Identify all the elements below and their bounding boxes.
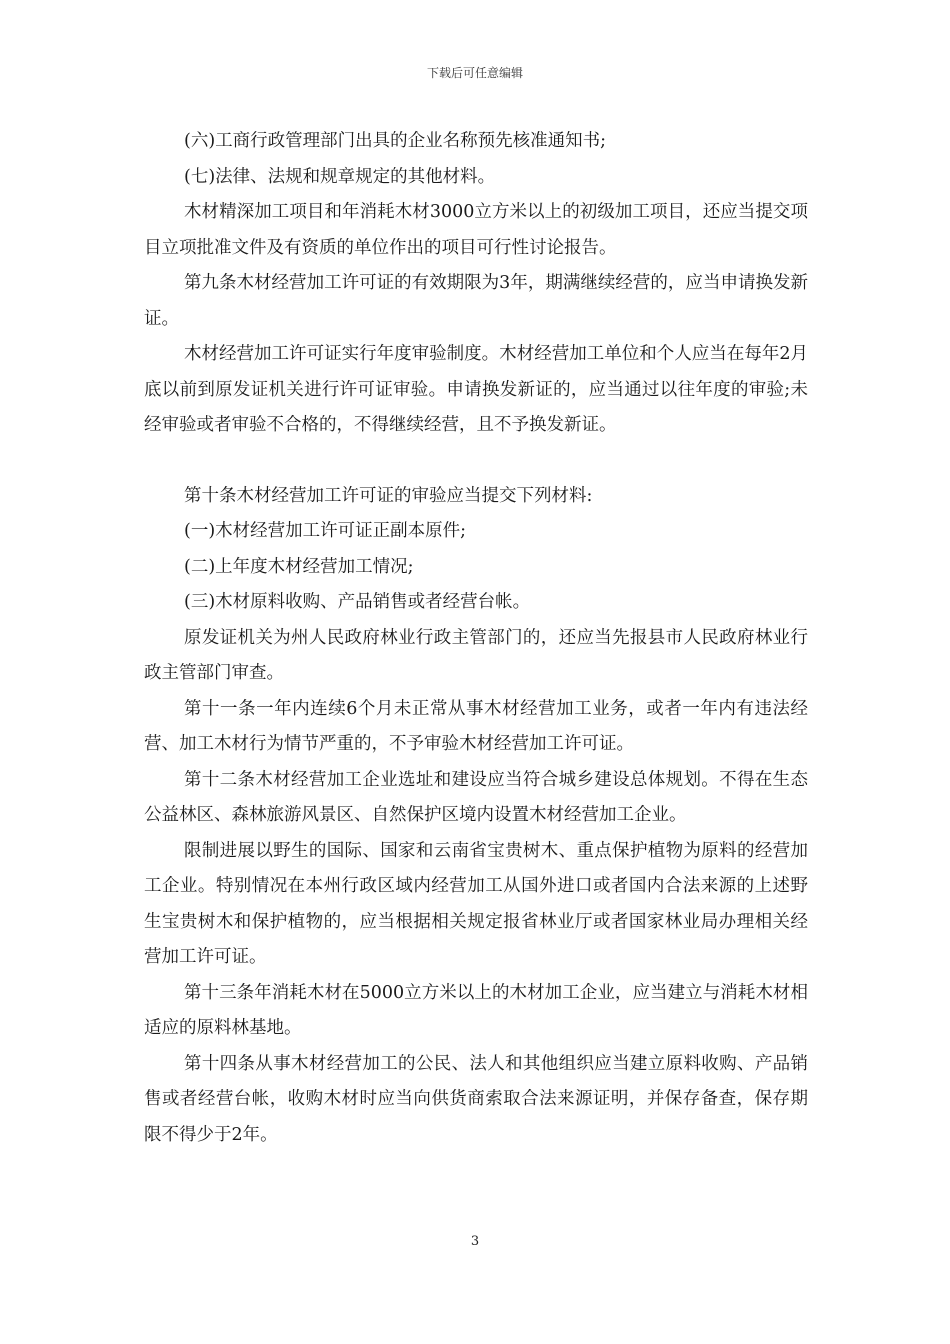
paragraph-spacer xyxy=(144,444,808,479)
paragraph: 原发证机关为州人民政府林业行政主管部门的，还应当先报县市人民政府林业行政主管部门审查。 xyxy=(144,627,808,683)
paragraph: (二)上年度木材经营加工情况; xyxy=(184,556,414,577)
page-number: 3 xyxy=(470,1234,480,1249)
paragraph: (六)工商行政管理部门出具的企业名称预先核准通知书; xyxy=(184,131,607,151)
document-body xyxy=(144,124,808,1153)
paragraph: 第十条木材经营加工许可证的审验应当提交下列材料: xyxy=(184,485,593,506)
paragraph: 第十一条一年内连续6个月未正常从事木材经营加工业务，或者一年内有违法经营、加工木材行为情节严重的，不予审验木材经营加工许可证。 xyxy=(144,698,808,754)
paragraph: (三)木材原料收购、产品销售或者经营台帐。 xyxy=(184,592,531,612)
paragraph: (七)法律、法规和规章规定的其他材料。 xyxy=(184,166,496,187)
paragraph: 第九条木材经营加工许可证的有效期限为3年，期满继续经营的，应当申请换发新证。 xyxy=(144,273,808,329)
paragraph: 木材经营加工许可证实行年度审验制度。木材经营加工单位和个人应当在每年2月底以前到原发证机关进行许可证审验。申请换发新证的，应当通过以往年度的审验;未经审验或者审验不合格的，不得继续经营，且不予换发新证。 xyxy=(144,344,808,435)
paragraph: 限制进展以野生的国际、国家和云南省宝贵树木、重点保护植物为原料的经营加工企业。特别情况在本州行政区域内经营加工从国外进口或者国内合法来源的上述野生宝贵树木和保护植物的，应当根据相关规定报省林业厅或者国家林业局办理相关经营加工许可证。 xyxy=(144,840,808,967)
paragraph: 第十四条从事木材经营加工的公民、法人和其他组织应当建立原料收购、产品销售或者经营台帐，收购木材时应当向供货商索取合法来源证明，并保存备查，保存期限不得少于2年。 xyxy=(144,1053,808,1145)
paragraph: 第十三条年消耗木材在5000立方米以上的木材加工企业，应当建立与消耗木材相适应的原料林基地。 xyxy=(144,982,808,1038)
page-header: 下载后可任意编辑 xyxy=(426,66,523,80)
paragraph: (一)木材经营加工许可证正副本原件; xyxy=(184,521,467,541)
paragraph: 第十二条木材经营加工企业选址和建设应当符合城乡建设总体规划。不得在生态公益林区、森林旅游风景区、自然保护区境内设置木材经营加工企业。 xyxy=(144,769,808,825)
paragraph: 木材精深加工项目和年消耗木材3000立方米以上的初级加工项目，还应当提交项目立项批准文件及有资质的单位作出的项目可行性讨论报告。 xyxy=(144,202,808,258)
